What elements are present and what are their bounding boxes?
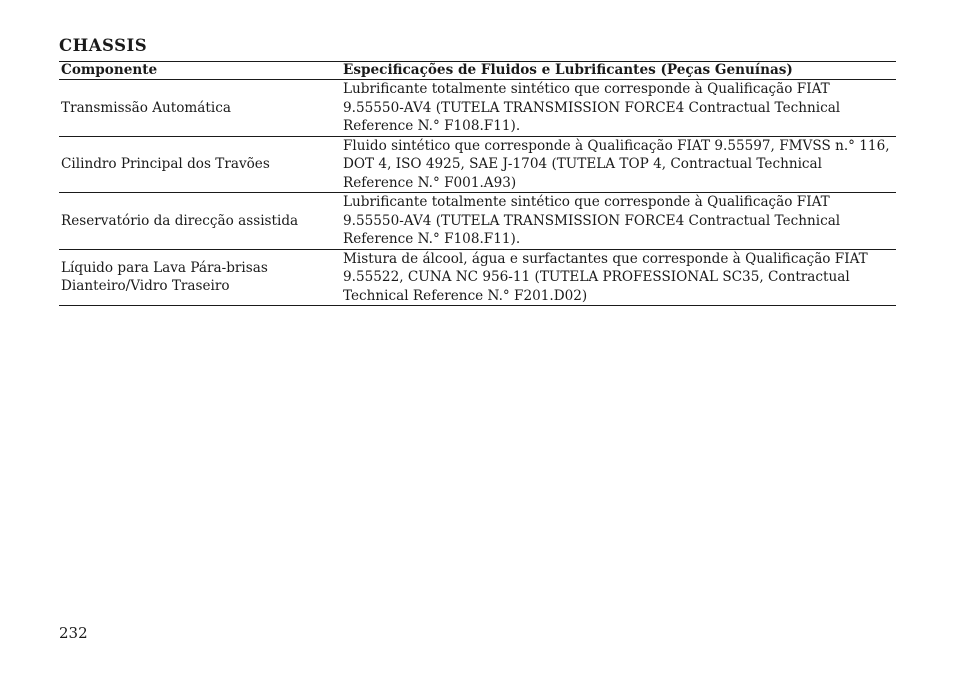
component-cell: Cilindro Principal dos Travões [59, 136, 341, 193]
spec-cell: Lubrificante totalmente sintético que corresponde à Qualificação FIAT 9.55550-AV4 (TUTELA TRANSMISSION FORCE4 Contractual Technical Reference N.° F108.F11). [341, 80, 896, 137]
spec-cell: Lubrificante totalmente sintético que corresponde à Qualificação FIAT 9.55550-AV4 (TUTELA TRANSMISSION FORCE4 Contractual Technical Reference N.° F108.F11). [341, 193, 896, 250]
table-row [59, 80, 896, 137]
header-component: Componente [59, 62, 341, 80]
table-row [59, 249, 896, 306]
component-cell: Líquido para Lava Pára-brisas Dianteiro/Vidro Traseiro [59, 249, 341, 306]
table-header-row [59, 62, 896, 80]
table-row [59, 136, 896, 193]
component-cell: Transmissão Automática [59, 80, 341, 137]
section-title: CHASSIS [59, 36, 148, 55]
spec-cell: Fluido sintético que corresponde à Qualificação FIAT 9.55597, FMVSS n.° 116, DOT 4, ISO 4925, SAE J-1704 (TUTELA TOP 4, Contractual Technical Reference N.° F001.A93) [341, 136, 896, 193]
spec-cell: Mistura de álcool, água e surfactantes que corresponde à Qualificação FIAT 9.55522, CUNA NC 956-11 (TUTELA PROFESSIONAL SC35, Contractual Technical Reference N.° F201.D02) [341, 249, 896, 306]
header-specification: Especificações de Fluidos e Lubrificantes (Peças Genuínas) [341, 62, 896, 80]
specifications-table [59, 61, 896, 306]
table-row [59, 193, 896, 250]
component-cell: Reservatório da direcção assistida [59, 193, 341, 250]
page-number: 232 [59, 624, 88, 642]
